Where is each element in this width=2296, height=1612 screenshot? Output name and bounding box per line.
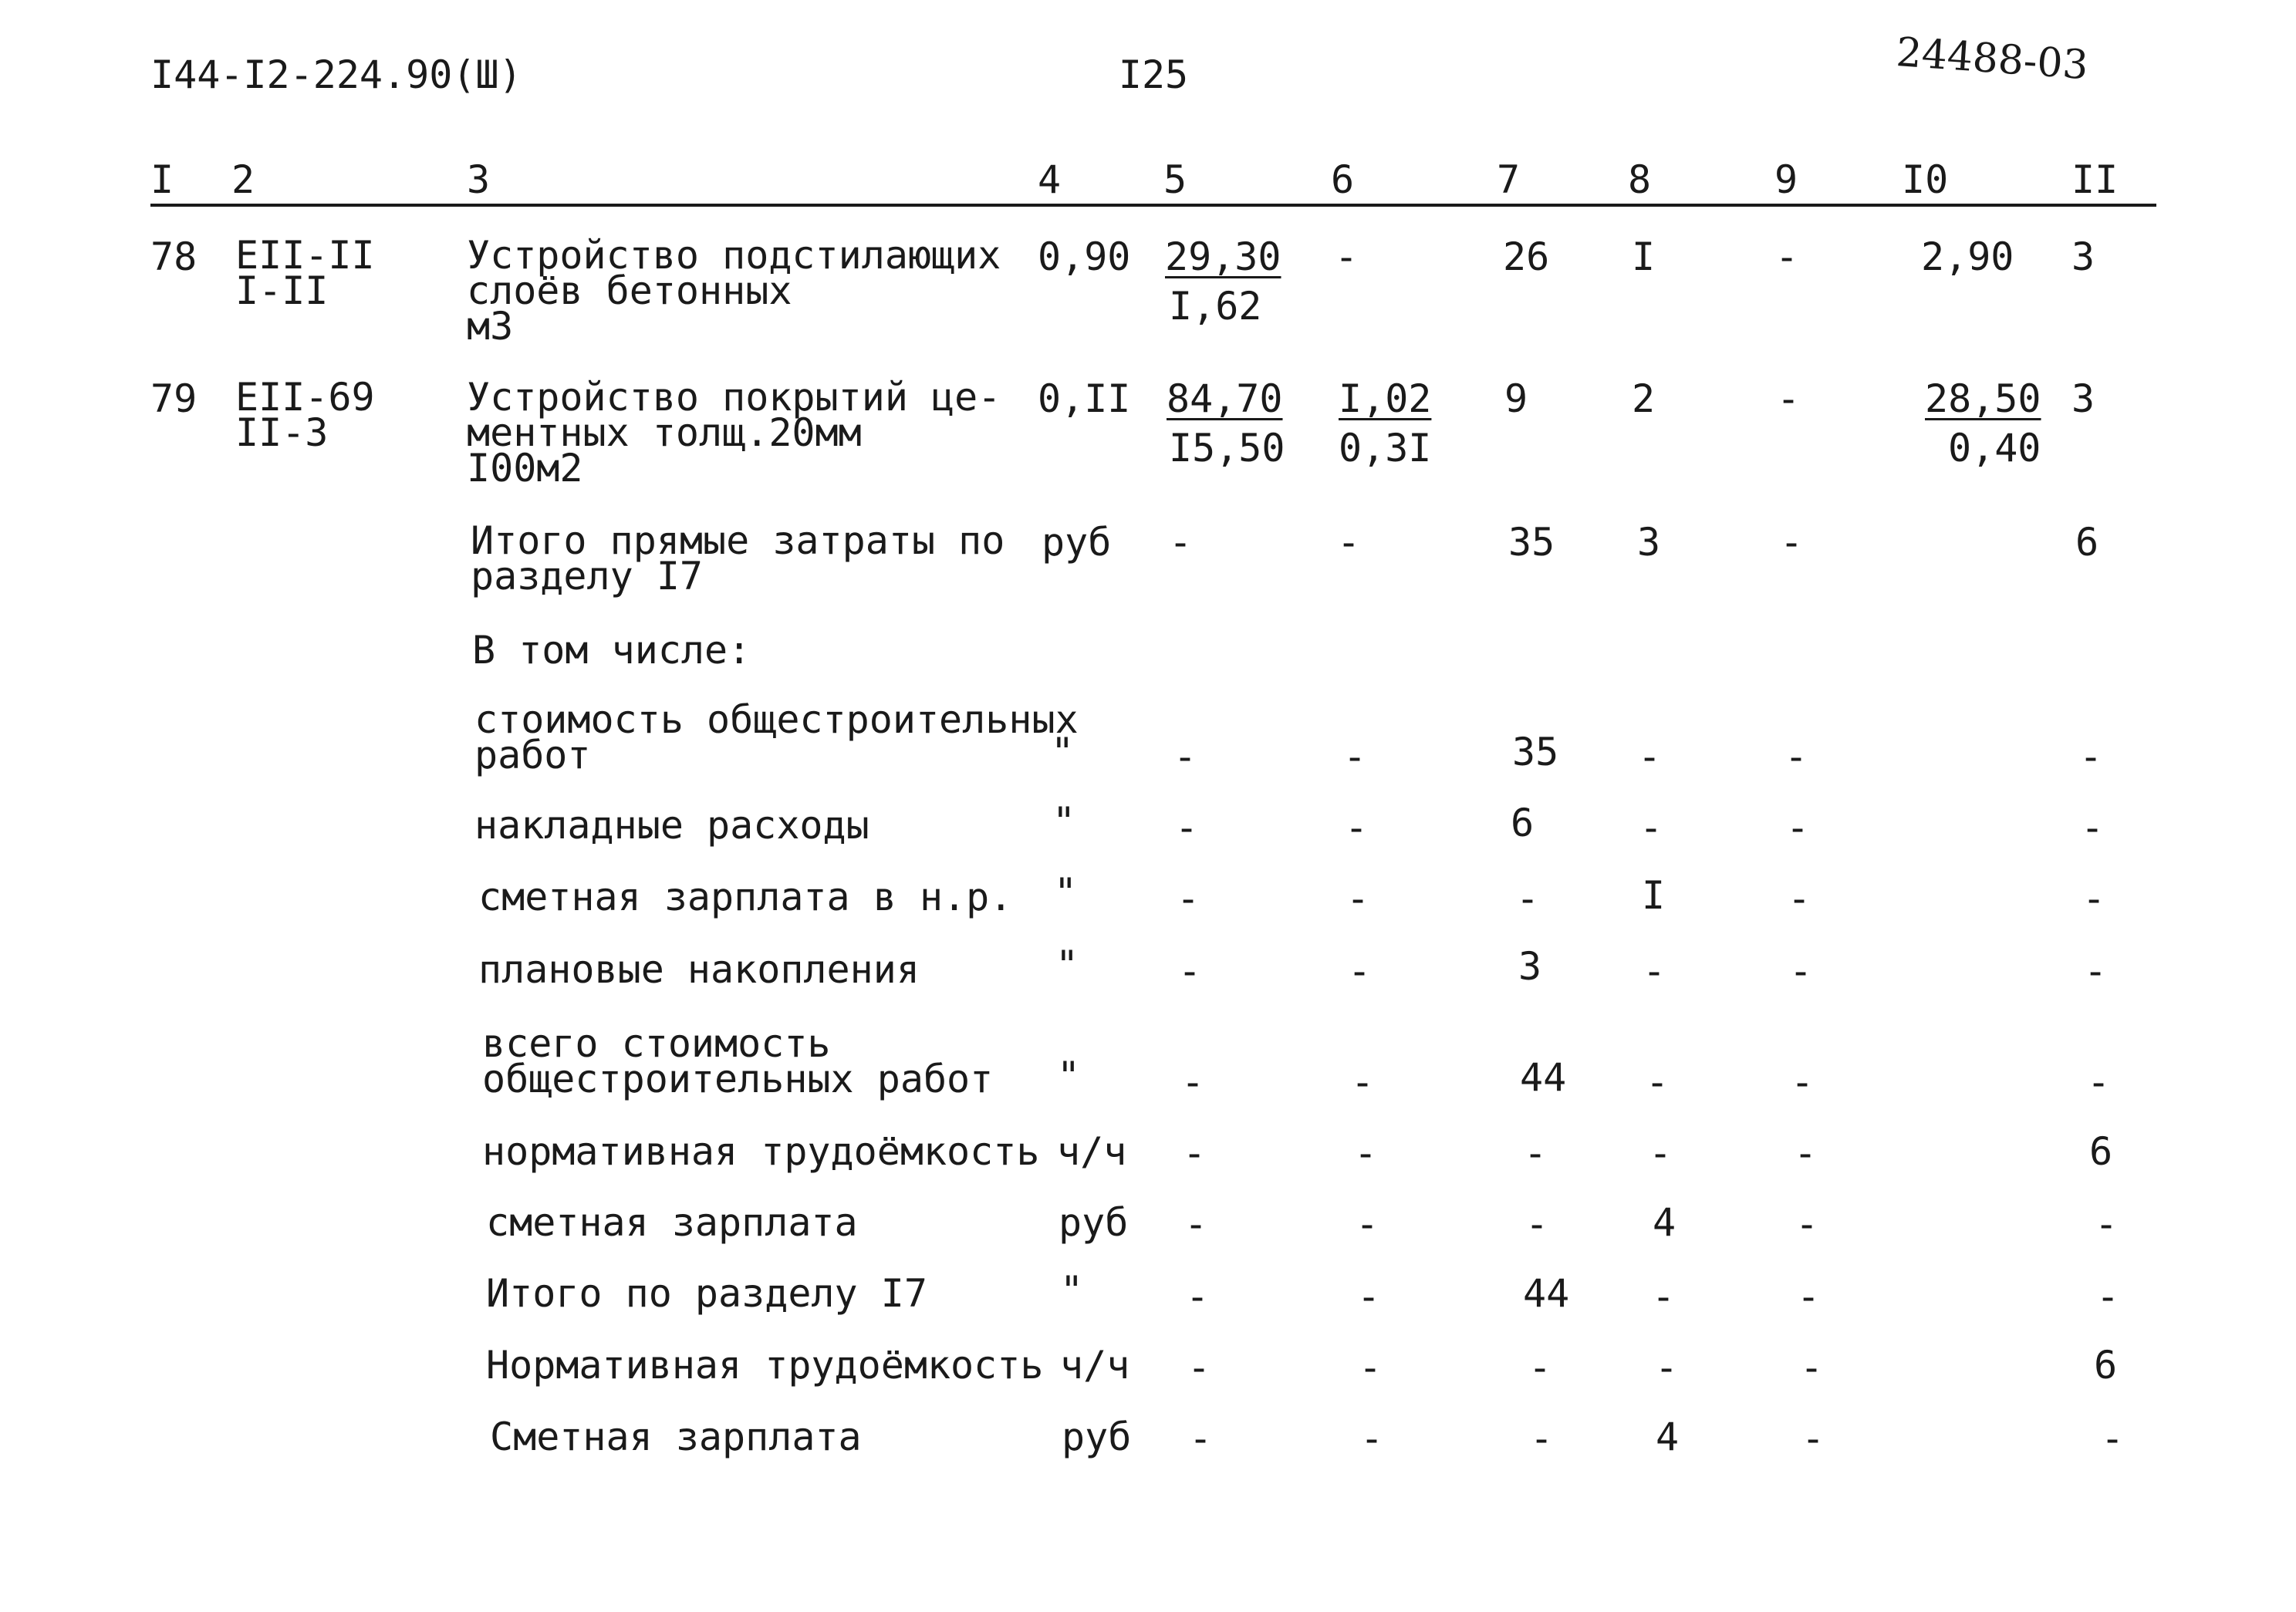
wage-total: - — [1642, 949, 1666, 993]
unit-wage: I5,50 — [1169, 426, 1285, 470]
unit: " — [1057, 1054, 1081, 1098]
quantity: 0,II — [1038, 376, 1131, 421]
col-header-5: 5 — [1163, 157, 1187, 202]
col6-value: - — [1347, 949, 1372, 993]
labor-total: 3 — [2071, 376, 2095, 421]
machine-total: - — [1793, 1131, 1818, 1175]
col6-value: - — [1355, 1202, 1379, 1246]
summary-label: всего стоимость общестроительных работ — [482, 1021, 994, 1101]
summary-label: сметная зарплата в н.р. — [478, 875, 1013, 919]
labor-total: - — [2095, 1274, 2120, 1319]
wage-total: - — [1651, 1274, 1676, 1319]
labor-total: - — [2078, 734, 2103, 779]
machine-cost: - — [1334, 234, 1359, 279]
row-number: 79 — [150, 376, 198, 421]
unit-price: 29,30 — [1165, 234, 1281, 279]
labor-total: 6 — [2075, 520, 2099, 565]
labor-unit: 2,90 — [1921, 234, 2014, 279]
machine-cost: I,02 — [1339, 376, 1432, 421]
page-number: I25 — [1118, 52, 1189, 97]
total-cost: 26 — [1503, 234, 1550, 279]
unit: ч/ч — [1057, 1129, 1127, 1174]
total-cost: - — [1524, 1202, 1549, 1246]
summary-label: стоимость общестроительных работ — [474, 697, 1079, 777]
unit: руб — [1062, 1415, 1132, 1459]
col5-value: - — [1182, 1131, 1207, 1175]
col5-value: - — [1180, 1060, 1205, 1104]
labor-total: - — [2082, 876, 2106, 921]
col6-value: - — [1342, 734, 1367, 779]
machine-total: - — [1788, 949, 1813, 993]
machine-total: - — [1785, 805, 1810, 850]
total-cost: 3 — [1518, 944, 1542, 989]
col5-value: - — [1188, 1416, 1213, 1461]
unit: " — [1060, 1268, 1084, 1313]
wage-total: 3 — [1637, 520, 1661, 565]
col-header-4: 4 — [1038, 157, 1062, 202]
labor-total: - — [2100, 1416, 2125, 1461]
work-name: Устройство покрытий це- ментных толщ.20мм I00м2 — [467, 375, 1001, 491]
col6-value: - — [1358, 1345, 1383, 1390]
machine-total: - — [1774, 234, 1799, 279]
doc-code: I44-I2-224.90(Ш) — [150, 52, 522, 97]
col-header-8: 8 — [1628, 157, 1652, 202]
unit: " — [1054, 870, 1078, 915]
labor-total: - — [2094, 1202, 2119, 1246]
col6-value: - — [1359, 1416, 1384, 1461]
wage-total: - — [1648, 1131, 1673, 1175]
including-label: В том числе: — [472, 628, 751, 673]
machine-total: - — [1795, 1202, 1819, 1246]
machine-total: - — [1796, 1274, 1821, 1319]
col-header-9: 9 — [1774, 157, 1798, 202]
total-label: Итого прямые затраты по разделу I7 — [471, 518, 1005, 599]
col-header-7: 7 — [1497, 157, 1521, 202]
labor-unit: 28,50 — [1925, 376, 2041, 421]
total-cost: - — [1515, 876, 1540, 921]
total-cost: - — [1523, 1131, 1548, 1175]
labor-total: 6 — [2094, 1343, 2118, 1388]
norm-code: EII-II I-II — [235, 233, 375, 313]
labor-total: - — [2080, 805, 2105, 850]
col6-value: - — [1346, 876, 1370, 921]
col-header-6: 6 — [1331, 157, 1355, 202]
work-name: Устройство подстилающих слоёв бетонных м3 — [467, 233, 1001, 349]
quantity: 0,90 — [1038, 234, 1131, 279]
labor-total: 3 — [2071, 234, 2095, 279]
wage-total: - — [1645, 1060, 1670, 1104]
labor-total: - — [2083, 949, 2108, 993]
total-cost: 35 — [1508, 520, 1555, 565]
col5-value: - — [1187, 1345, 1211, 1390]
col-header-11: II — [2071, 157, 2119, 202]
unit: " — [1055, 943, 1079, 987]
total-cost: 9 — [1504, 376, 1528, 421]
wage-total: 4 — [1656, 1415, 1680, 1459]
col-header-10: I0 — [1902, 157, 1949, 202]
col6-value: - — [1356, 1274, 1381, 1319]
col-header-1: I — [150, 157, 174, 202]
col5-value: - — [1174, 805, 1199, 850]
wage-total: - — [1654, 1345, 1679, 1390]
labor-total: 6 — [2089, 1129, 2113, 1174]
summary-label: сметная зарплата — [486, 1200, 858, 1245]
summary-label: нормативная трудоёмкость — [482, 1129, 1040, 1174]
machine-total: - — [1787, 876, 1811, 921]
col5-value: - — [1185, 1274, 1210, 1319]
machine-total: - — [1784, 734, 1808, 779]
total-cost: - — [1529, 1416, 1554, 1461]
total-cost: 35 — [1512, 730, 1559, 774]
summary-label: накладные расходы — [474, 803, 869, 848]
archive-stamp: 24488-03 — [1894, 29, 2090, 89]
unit: руб — [1059, 1200, 1129, 1245]
wage-total: 4 — [1653, 1200, 1676, 1245]
unit: ч/ч — [1060, 1343, 1130, 1388]
col6-value: - — [1353, 1131, 1378, 1175]
unit-wage: I,62 — [1169, 284, 1262, 329]
machine-total: - — [1779, 520, 1804, 565]
machine-total: - — [1801, 1416, 1825, 1461]
col6-value: - — [1344, 805, 1369, 850]
unit: " — [1051, 730, 1075, 774]
wage-total: I — [1632, 234, 1656, 279]
total-cost: 6 — [1511, 801, 1535, 845]
total-cost: - — [1528, 1345, 1552, 1390]
machine-total: - — [1776, 376, 1801, 421]
summary-label: плановые накопления — [478, 947, 920, 992]
col5-value: - — [1177, 949, 1202, 993]
col5-value: - — [1168, 520, 1193, 565]
header-rule — [150, 204, 2156, 207]
unit: " — [1052, 799, 1076, 844]
summary-label: Нормативная трудоёмкость — [486, 1343, 1044, 1388]
wage-total: - — [1637, 734, 1662, 779]
row-number: 78 — [150, 234, 198, 279]
unit: руб — [1042, 520, 1112, 565]
col-header-3: 3 — [467, 157, 491, 202]
machine-total: - — [1799, 1345, 1824, 1390]
col5-value: - — [1183, 1202, 1208, 1246]
total-cost: 44 — [1523, 1271, 1570, 1316]
wage-total: 2 — [1632, 376, 1656, 421]
col5-value: - — [1173, 734, 1197, 779]
col6-value: - — [1336, 520, 1361, 565]
wage-total: - — [1639, 805, 1663, 850]
machine-wage: 0,3I — [1339, 426, 1432, 470]
col5-value: - — [1176, 876, 1200, 921]
col6-value: - — [1350, 1060, 1375, 1104]
summary-label: Итого по разделу I7 — [486, 1271, 927, 1316]
norm-code: EII-69 II-3 — [235, 375, 375, 455]
machine-total: - — [1790, 1060, 1815, 1104]
summary-label: Сметная зарплата — [490, 1415, 862, 1459]
labor-total: - — [2086, 1060, 2111, 1104]
total-cost: 44 — [1520, 1055, 1567, 1100]
wage-total: I — [1642, 873, 1666, 918]
col-header-2: 2 — [231, 157, 255, 202]
labor-unit-wage: 0,40 — [1948, 426, 2041, 470]
unit-price: 84,70 — [1167, 376, 1283, 421]
